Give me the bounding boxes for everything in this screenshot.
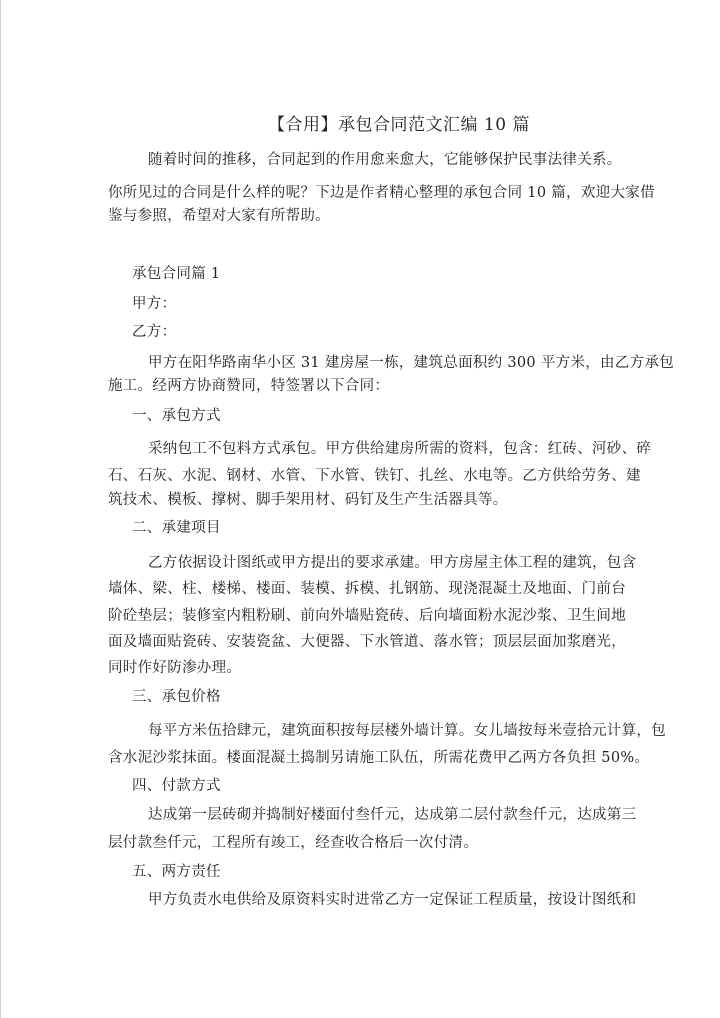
document-title: 【合用】承包合同范文汇编 10 篇 bbox=[268, 115, 530, 135]
section-line: 每平方米伍拾肆元，建筑面积按每层楼外墙计算。女儿墙按每米壹拾元计算，包 bbox=[148, 723, 666, 739]
section-line: 达成第一层砖砌并捣制好楼面付叁仟元，达成第二层付款叁仟元，达成第三 bbox=[148, 807, 637, 823]
section-line: 含水泥沙浆抹面。楼面混凝土捣制另请施工队伍，所需花费甲乙两方各负担 50%。 bbox=[108, 750, 650, 766]
section-line: 筑技术、模板、撑树、脚手架用材、码钉及生产生活器具等。 bbox=[108, 492, 508, 508]
section-heading: 二、承建项目 bbox=[132, 520, 221, 536]
section-line: 甲方负责水电供给及原资料实时进常乙方一定保证工程质量，按设计图纸和 bbox=[148, 892, 637, 908]
section-line: 采纳包工不包料方式承包。甲方供给建房所需的资料，包含：红砖、河砂、碎 bbox=[148, 441, 652, 457]
contract-heading: 承包合同篇 1 bbox=[132, 266, 221, 282]
section-heading: 一、承包方式 bbox=[132, 408, 221, 424]
section-heading: 四、付款方式 bbox=[132, 778, 221, 794]
party-b-label: 乙方： bbox=[132, 324, 177, 340]
party-a-label: 甲方： bbox=[132, 296, 177, 312]
section-line: 石、石灰、水泥、钢材、水管、下水管、铁钉、扎丝、水电等。乙方供给劳务、建 bbox=[108, 468, 641, 484]
section-heading: 三、承包价格 bbox=[132, 689, 221, 705]
intro-line-1: 随着时间的推移，合同起到的作用愈来愈大，它能够保护民事法律关系。 bbox=[148, 152, 622, 168]
section-line: 同时作好防渗办理。 bbox=[108, 660, 242, 676]
preamble-line-2: 施工。经两方协商赞同，特签署以下合同： bbox=[108, 378, 390, 394]
section-line: 面及墙面贴瓷砖、安装瓷盆、大便器、下水管道、落水管；顶层层面加浆磨光， bbox=[108, 634, 626, 650]
section-heading: 五、两方责任 bbox=[132, 864, 221, 880]
intro-line-2: 你所见过的合同是什么样的呢？下边是作者精心整理的承包合同 10 篇，欢迎大家借 bbox=[108, 185, 655, 201]
section-line: 墙体、梁、柱、楼梯、楼面、装模、拆模、扎钢筋、现浇混凝土及地面、门前台 bbox=[108, 581, 626, 597]
section-line: 乙方依据设计图纸或甲方提出的要求承建。甲方房屋主体工程的建筑，包含 bbox=[148, 555, 637, 571]
section-line: 层付款叁仟元，工程所有竣工，经查收合格后一次付清。 bbox=[108, 835, 478, 851]
preamble-line-1: 甲方在阳华路南华小区 31 建房屋一栋，建筑总面积约 300 平方米，由乙方承包 bbox=[148, 355, 675, 371]
section-line: 阶砼垫层；装修室内粗粉刷、前向外墙贴瓷砖、后向墙面粉水泥沙浆、卫生间地 bbox=[108, 608, 626, 624]
intro-line-3: 鉴与参照，希望对大家有所帮助。 bbox=[108, 208, 330, 224]
